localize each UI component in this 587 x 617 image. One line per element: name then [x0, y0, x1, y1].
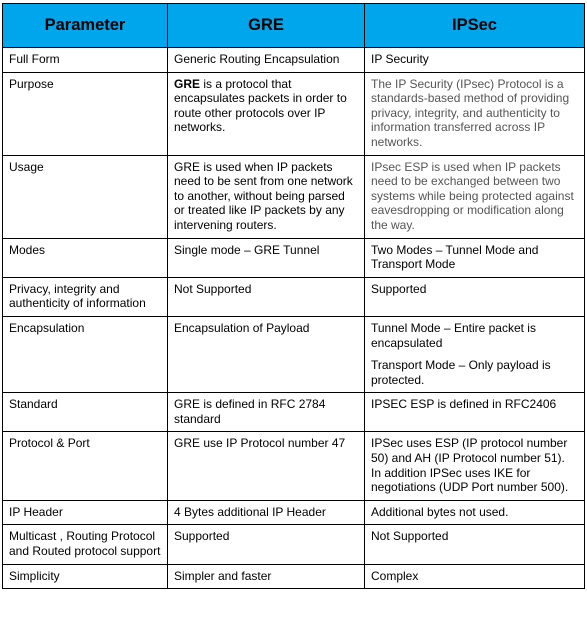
cell-parameter: Privacy, integrity and authenticity of information	[3, 277, 168, 316]
cell-parameter: IP Header	[3, 500, 168, 525]
cell-ipsec: Complex	[365, 564, 585, 589]
table-row-purpose	[3, 72, 585, 155]
cell-ipsec: The IP Security (IPsec) Protocol is a standards-based method of providing privacy, integrity, and authenticity to information transferred across IP networks.	[365, 72, 585, 155]
ipsec-tunnel-mode-text: Tunnel Mode – Entire packet is encapsulated	[371, 320, 536, 350]
cell-ipsec: IPSec uses ESP (IP protocol number 50) and AH (IP Protocol number 51). In addition IPSec uses IKE for negotiations (UDP Port number 500).	[365, 432, 585, 500]
cell-ipsec: Additional bytes not used.	[365, 500, 585, 525]
cell-gre: Simpler and faster	[168, 564, 365, 589]
header-gre: GRE	[168, 4, 365, 48]
cell-gre: GRE is defined in RFC 2784 standard	[168, 393, 365, 432]
cell-gre: Supported	[168, 525, 365, 564]
ipsec-transport-mode-text: Transport Mode – Only payload is protected.	[371, 358, 551, 387]
cell-gre	[168, 72, 365, 155]
cell-parameter: Multicast , Routing Protocol and Routed protocol support	[3, 525, 168, 564]
gre-bold-term: GRE	[174, 76, 201, 91]
cell-parameter: Usage	[3, 155, 168, 238]
table-row-usage	[3, 155, 585, 238]
table-row-standard	[3, 393, 585, 432]
cell-ipsec: Not Supported	[365, 525, 585, 564]
cell-ipsec: IP Security	[365, 48, 585, 73]
gre-vs-ipsec-table	[2, 3, 585, 589]
table-row-modes	[3, 238, 585, 277]
cell-parameter: Purpose	[3, 72, 168, 155]
cell-parameter: Protocol & Port	[3, 432, 168, 500]
header-ipsec: IPSec	[365, 4, 585, 48]
cell-gre: GRE is used when IP packets need to be sent from one network to another, without being parsed or treated like IP packets by any intervening routers.	[168, 155, 365, 238]
cell-ipsec: Supported	[365, 277, 585, 316]
header-row	[3, 4, 585, 48]
cell-parameter: Modes	[3, 238, 168, 277]
table-row-multicast	[3, 525, 585, 564]
header-parameter: Parameter	[3, 4, 168, 48]
cell-gre: GRE use IP Protocol number 47	[168, 432, 365, 500]
cell-gre: Not Supported	[168, 277, 365, 316]
cell-ipsec: IPsec ESP is used when IP packets need to be exchanged between two systems while being protected against eavesdropping or modification along the way.	[365, 155, 585, 238]
table-row-privacy	[3, 277, 585, 316]
table-row-ip-header	[3, 500, 585, 525]
cell-parameter: Encapsulation	[3, 316, 168, 392]
table-body	[3, 48, 585, 589]
cell-ipsec: Two Modes – Tunnel Mode and Transport Mode	[365, 238, 585, 277]
table-row-encapsulation	[3, 316, 585, 392]
cell-gre: Encapsulation of Payload	[168, 316, 365, 392]
cell-parameter: Simplicity	[3, 564, 168, 589]
cell-ipsec	[365, 316, 585, 392]
cell-gre: Generic Routing Encapsulation	[168, 48, 365, 73]
table-row-full-form	[3, 48, 585, 73]
cell-gre: 4 Bytes additional IP Header	[168, 500, 365, 525]
table-row-protocol-port	[3, 432, 585, 500]
cell-gre: Single mode – GRE Tunnel	[168, 238, 365, 277]
table-header	[3, 4, 585, 48]
comparison-table-container	[2, 3, 585, 589]
gre-purpose-text: is a protocol that encapsulates packets in order to route other protocols over IP networks.	[174, 76, 347, 135]
table-row-simplicity	[3, 564, 585, 589]
cell-parameter: Full Form	[3, 48, 168, 73]
cell-ipsec: IPSEC ESP is defined in RFC2406	[365, 393, 585, 432]
cell-parameter: Standard	[3, 393, 168, 432]
